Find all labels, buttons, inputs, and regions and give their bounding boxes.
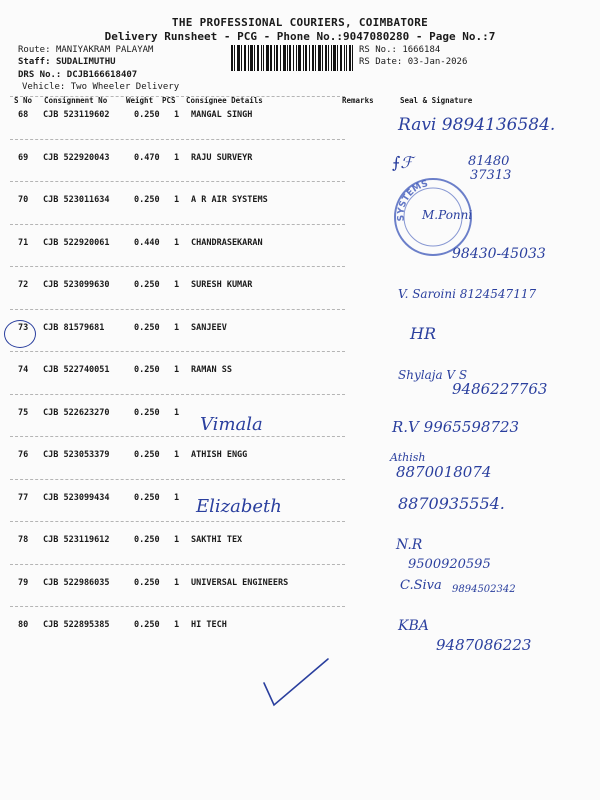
col-pcs: PCS [162, 96, 176, 105]
row-divider [10, 606, 345, 607]
row-divider [10, 479, 345, 480]
staff-label: Staff: [18, 57, 51, 67]
row-pcs: 1 [174, 323, 180, 333]
row-consignment: CJB 523119612 [43, 535, 110, 545]
row-sno: 70 [18, 195, 29, 205]
row-divider [10, 309, 345, 310]
route-label: Route: [18, 45, 51, 55]
row-consignee: CHANDRASEKARAN [191, 238, 263, 248]
company-title: THE PROFESSIONAL COURIERS, COIMBATORE [171, 16, 429, 29]
row-73-circle-mark [4, 320, 36, 348]
drs-value: DCJB166618407 [66, 70, 138, 80]
signature-73: HR [410, 324, 436, 343]
route-info [18, 45, 153, 55]
row-divider [10, 139, 345, 140]
row-divider [10, 351, 345, 352]
row-pcs: 1 [174, 408, 180, 418]
row-sno: 69 [18, 153, 29, 163]
row-consignee: UNIVERSAL ENGINEERS [191, 578, 289, 588]
row-weight: 0.250 [134, 578, 160, 588]
row-consignment: CJB 522740051 [43, 365, 110, 375]
row-divider [10, 521, 345, 522]
row-pcs: 1 [174, 195, 180, 205]
col-remarks: Remarks [342, 96, 374, 105]
row-weight: 0.250 [134, 620, 160, 630]
signature-68: Ravi 9894136584. [398, 115, 556, 135]
row-sno: 71 [18, 238, 29, 248]
signature-69a: 81480 [468, 154, 510, 169]
row-divider [10, 564, 345, 565]
row-sno: 80 [18, 620, 29, 630]
row-consignment: CJB 522920061 [43, 238, 110, 248]
row-consignee: SAKTHI TEX [191, 535, 243, 545]
signature-69b: 37313 [470, 168, 512, 183]
col-signature: Seal & Signature [400, 96, 473, 105]
col-consignee: Consignee Details [186, 96, 263, 105]
row-consignee: SURESH KUMAR [191, 280, 253, 290]
stamp-text: SYSTEMS [396, 179, 430, 222]
rs-date: RS Date: 03-Jan-2026 [359, 57, 468, 67]
row-pcs: 1 [174, 153, 180, 163]
row-consignment: CJB 522895385 [43, 620, 110, 630]
row-weight: 0.250 [134, 195, 160, 205]
signature-70: M.Ponni [422, 208, 473, 222]
drs-label: DRS No.: [18, 70, 62, 80]
runsheet-title: Delivery Runsheet - PCG - Phone No.:9047080280 - Page No.:7 [104, 30, 496, 43]
table-row [0, 309, 600, 352]
row-divider [10, 266, 345, 267]
row-consignee: RAJU SURVEYR [191, 153, 253, 163]
row-divider [10, 96, 345, 97]
row-consignment: CJB 523053379 [43, 450, 110, 460]
row-pcs: 1 [174, 578, 180, 588]
row-consignment: CJB 523119602 [43, 110, 110, 120]
signature-76a: Athish [390, 451, 426, 464]
row-consignee: SANJEEV [191, 323, 227, 333]
row-consignment: CJB 81579681 [43, 323, 105, 333]
row-weight: 0.250 [134, 323, 160, 333]
handwritten-name-75: Vimala [200, 414, 263, 435]
row-weight: 0.250 [134, 493, 160, 503]
row-divider [10, 436, 345, 437]
signature-74a: Shylaja V S [398, 368, 468, 382]
row-sno: 75 [18, 408, 29, 418]
row-consignee: A R AIR SYSTEMS [191, 195, 268, 205]
row-pcs: 1 [174, 493, 180, 503]
table-row [0, 436, 600, 479]
row-sno: 68 [18, 110, 29, 120]
row-consignee: HI TECH [191, 620, 227, 630]
signature-78b: 9500920595 [408, 557, 491, 572]
row-pcs: 1 [174, 535, 180, 545]
row-consignment: CJB 522623270 [43, 408, 110, 418]
row-consignee: ATHISH ENGG [191, 450, 248, 460]
row-weight: 0.250 [134, 450, 160, 460]
signature-77: 8870935554. [398, 494, 505, 513]
row-sno: 79 [18, 578, 29, 588]
row-weight: 0.250 [134, 365, 160, 375]
row-sno: 77 [18, 493, 29, 503]
drs-info [18, 70, 137, 80]
rs-number: RS No.: 1666184 [359, 45, 441, 55]
row-weight: 0.470 [134, 153, 160, 163]
row-pcs: 1 [174, 620, 180, 630]
barcode [231, 45, 353, 71]
signature-80b: 9487086223 [436, 636, 532, 654]
signature-79a: C.Siva [400, 578, 442, 593]
row-divider [10, 224, 345, 225]
table-row [0, 521, 600, 564]
col-sno: S No [14, 96, 33, 105]
col-consignment: Consignment No [44, 96, 108, 105]
row-pcs: 1 [174, 280, 180, 290]
row-consignee: RAMAN SS [191, 365, 232, 375]
check-mark-icon [260, 655, 330, 710]
signature-79b: 9894502342 [452, 584, 516, 595]
table-row [0, 479, 600, 522]
signature-74b: 9486227763 [452, 380, 548, 398]
row-sno: 72 [18, 280, 29, 290]
row-weight: 0.250 [134, 110, 160, 120]
row-weight: 0.250 [134, 535, 160, 545]
handwritten-name-77: Elizabeth [196, 496, 282, 517]
row-divider [10, 394, 345, 395]
signature-76b: 8870018074 [396, 463, 492, 481]
staff-value: SUDALIMUTHU [55, 57, 116, 67]
row-sno: 74 [18, 365, 29, 375]
row-pcs: 1 [174, 110, 180, 120]
signature-78a: N.R [396, 537, 423, 553]
row-consignment: CJB 523099434 [43, 493, 110, 503]
signature-75: R.V 9965598723 [392, 418, 520, 436]
signature-80a: KBA [398, 618, 429, 634]
staff-info [18, 57, 116, 67]
row-weight: 0.440 [134, 238, 160, 248]
signature-71: 98430-45033 [452, 246, 546, 262]
row-sno: 76 [18, 450, 29, 460]
col-weight: Weight [126, 96, 154, 105]
row-pcs: 1 [174, 238, 180, 248]
row-consignment: CJB 523099630 [43, 280, 110, 290]
row-consignment: CJB 522920043 [43, 153, 110, 163]
vehicle-info: Vehicle: Two Wheeler Delivery [22, 82, 180, 92]
signature-72: V. Saroini 8124547117 [398, 287, 537, 301]
table-row [0, 181, 600, 224]
route-value: MANIYAKRAM PALAYAM [55, 45, 154, 55]
row-sno: 73 [18, 323, 29, 333]
row-weight: 0.250 [134, 280, 160, 290]
row-pcs: 1 [174, 365, 180, 375]
row-consignment: CJB 522986035 [43, 578, 110, 588]
row-consignment: CJB 523011634 [43, 195, 110, 205]
row-consignee: MANGAL SINGH [191, 110, 253, 120]
row-divider [10, 181, 345, 182]
row-weight: 0.250 [134, 408, 160, 418]
signature-69-mark: ⨍ℱ [392, 153, 413, 172]
row-pcs: 1 [174, 450, 180, 460]
row-sno: 78 [18, 535, 29, 545]
